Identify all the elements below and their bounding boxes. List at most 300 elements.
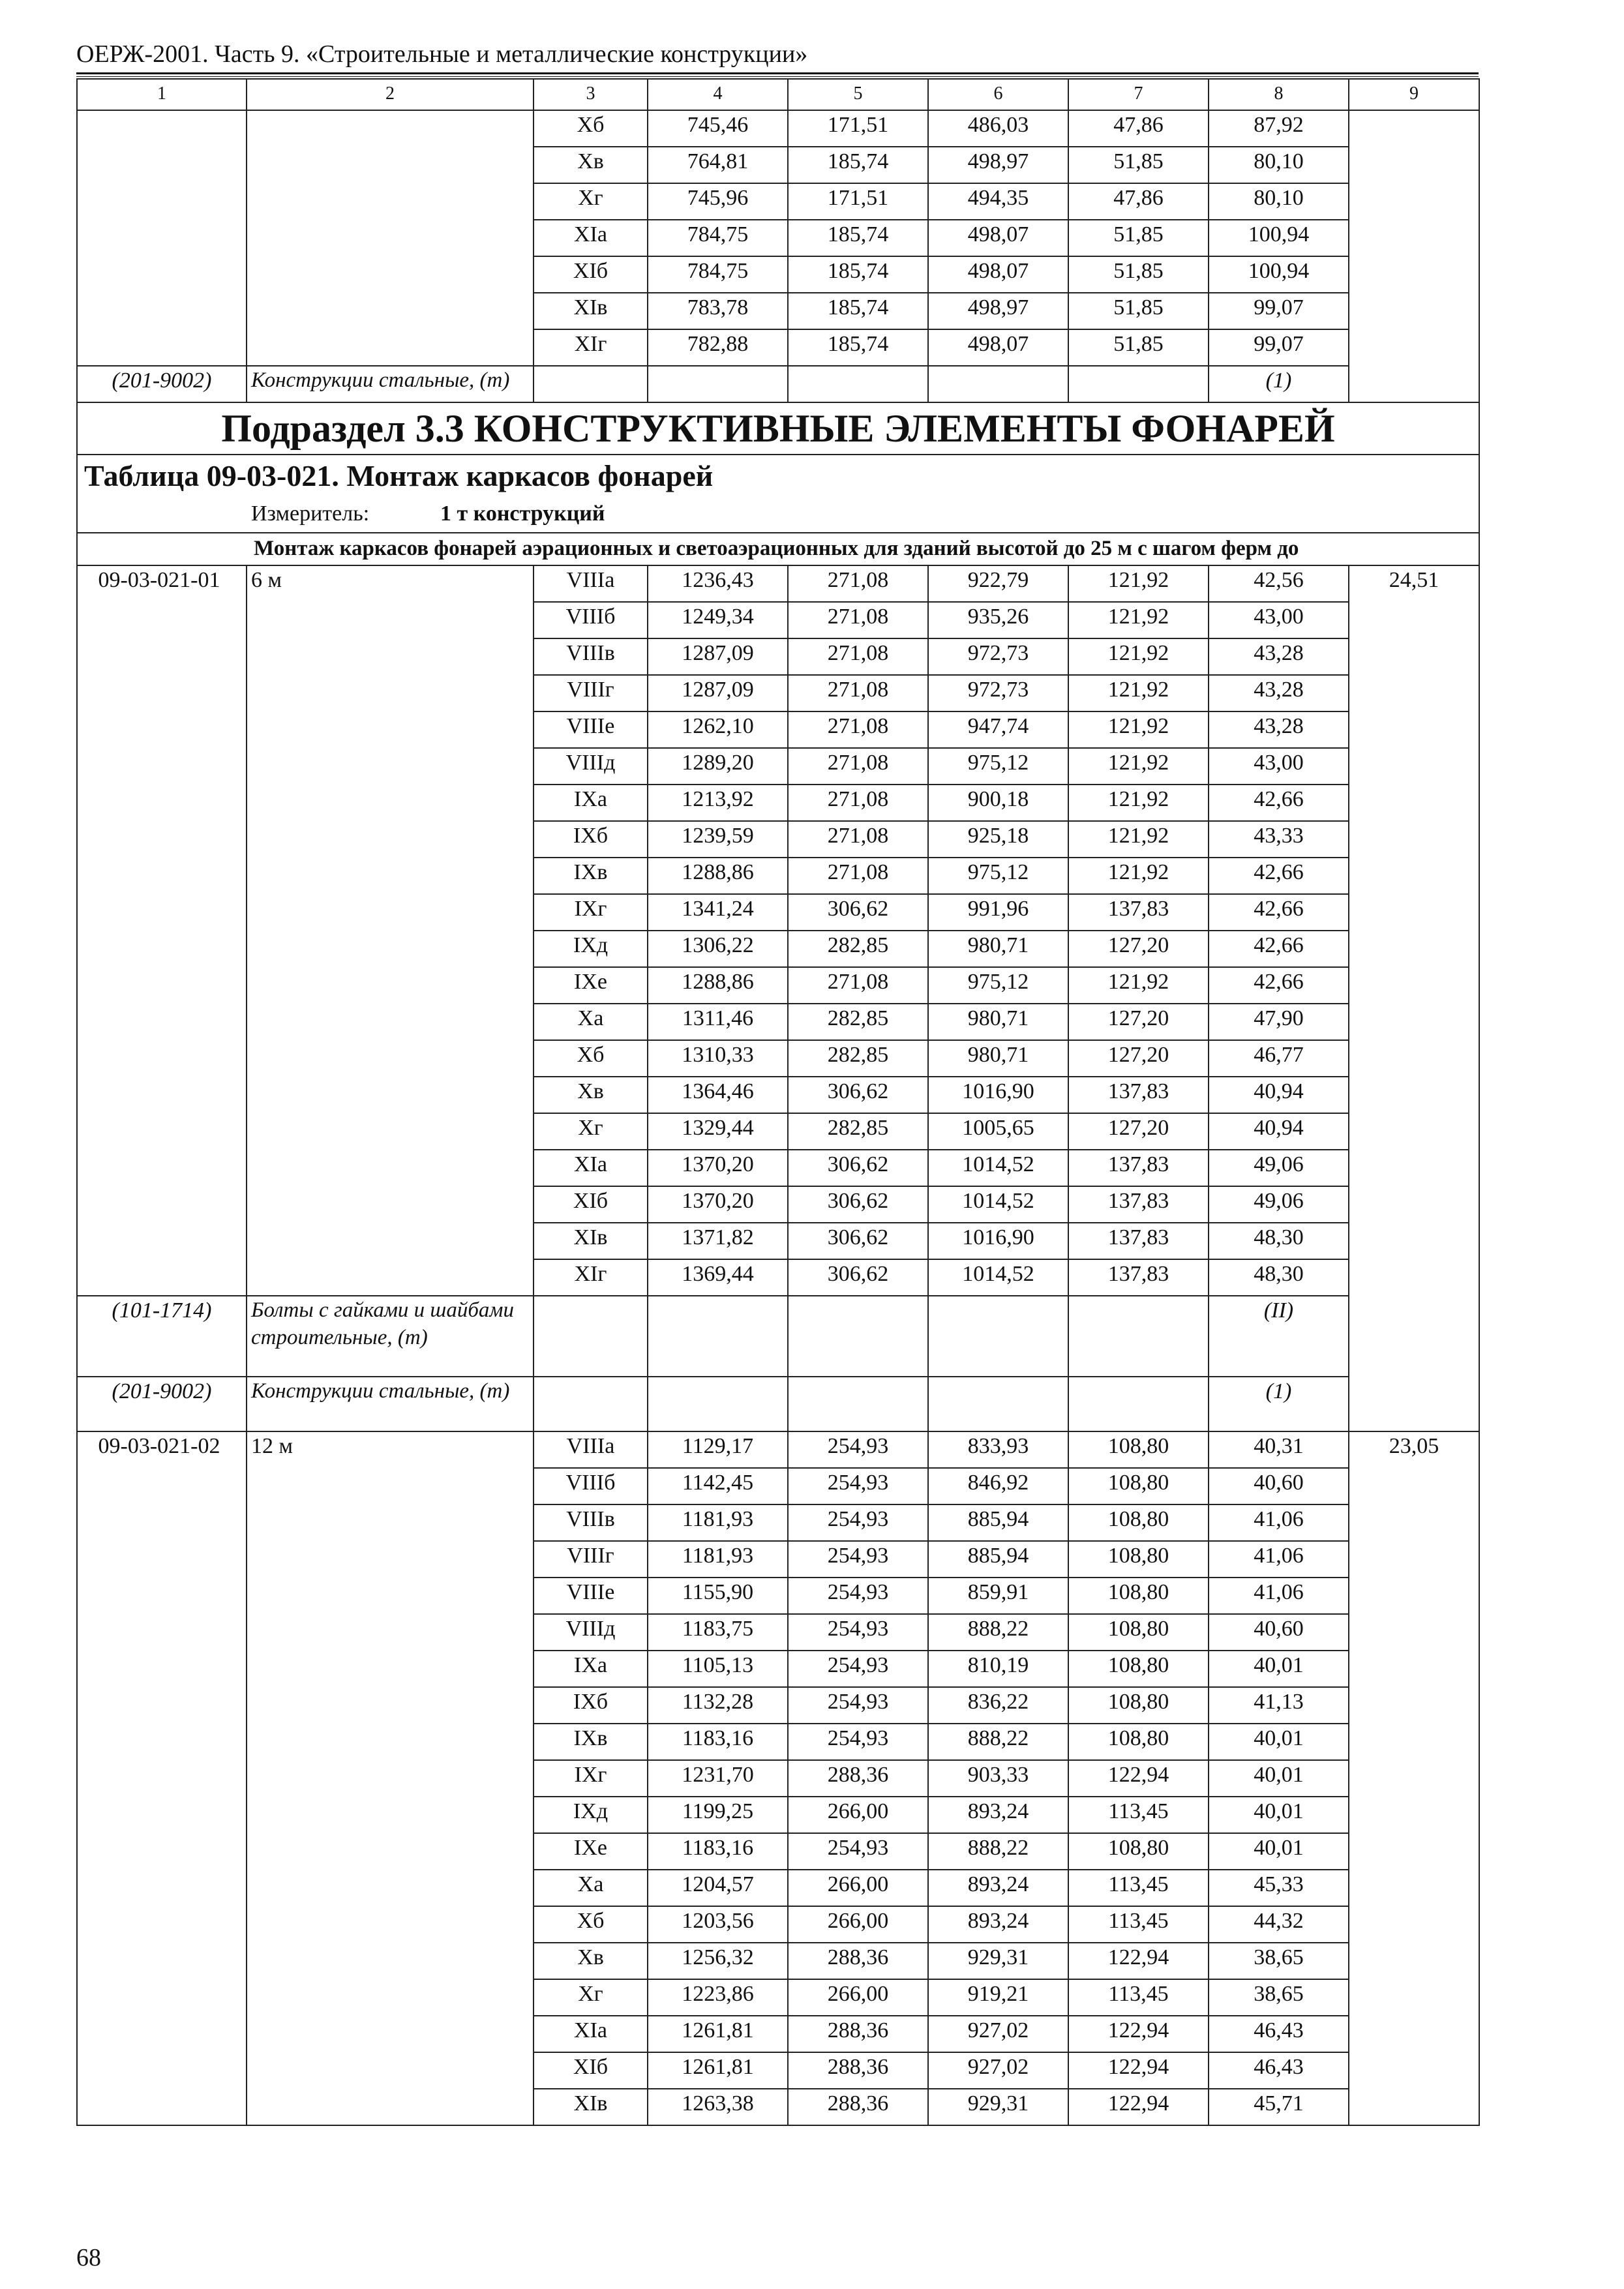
wages-cell: 271,08 xyxy=(788,711,928,748)
materials-cost-cell: 46,77 xyxy=(1209,1040,1349,1077)
materials-cost-cell: 42,66 xyxy=(1209,785,1349,821)
operator-wages-cell: 51,85 xyxy=(1068,293,1209,329)
machine-cost-cell: 980,71 xyxy=(928,931,1068,967)
materials-cost-cell: 46,43 xyxy=(1209,2052,1349,2089)
materials-cost-cell: 45,71 xyxy=(1209,2089,1349,2125)
machine-cost-cell: 1014,52 xyxy=(928,1259,1068,1296)
zone-cell: Xб xyxy=(534,1906,648,1943)
zone-cell: Xв xyxy=(534,147,648,183)
materials-cost-cell: 99,07 xyxy=(1209,293,1349,329)
materials-cost-cell: 42,66 xyxy=(1209,931,1349,967)
zone-cell: Xа xyxy=(534,1004,648,1040)
zone-cell: IXб xyxy=(534,821,648,858)
materials-cost-cell: 40,94 xyxy=(1209,1113,1349,1150)
total-cost-cell: 1181,93 xyxy=(648,1504,788,1541)
operator-wages-cell: 113,45 xyxy=(1068,1870,1209,1906)
material-code: (201-9002) xyxy=(77,1377,247,1431)
total-cost-cell: 1183,16 xyxy=(648,1724,788,1760)
total-cost-cell: 1364,46 xyxy=(648,1077,788,1113)
materials-cost-cell: 41,13 xyxy=(1209,1687,1349,1724)
wages-cell: 271,08 xyxy=(788,748,928,785)
wages-cell: 266,00 xyxy=(788,1906,928,1943)
zone-cell: XIб xyxy=(534,2052,648,2089)
zone-cell: VIIIд xyxy=(534,1614,648,1651)
column-number: 7 xyxy=(1068,79,1209,110)
empty-cell xyxy=(648,366,788,402)
wages-cell: 254,93 xyxy=(788,1468,928,1504)
total-cost-cell: 1129,17 xyxy=(648,1431,788,1468)
zone-cell: IXв xyxy=(534,858,648,894)
zone-cell: IXг xyxy=(534,1760,648,1797)
materials-cost-cell: 40,94 xyxy=(1209,1077,1349,1113)
operator-wages-cell: 121,92 xyxy=(1068,565,1209,602)
wages-cell: 288,36 xyxy=(788,2016,928,2052)
zone-cell: IXа xyxy=(534,1651,648,1687)
zone-cell: IXг xyxy=(534,894,648,931)
materials-cost-cell: 49,06 xyxy=(1209,1186,1349,1223)
zone-cell: IXа xyxy=(534,785,648,821)
operator-wages-cell: 137,83 xyxy=(1068,1223,1209,1259)
total-cost-cell: 783,78 xyxy=(648,293,788,329)
labor-cell xyxy=(1349,256,1479,293)
empty-cell xyxy=(1068,1296,1209,1377)
total-cost-cell: 1249,34 xyxy=(648,602,788,638)
wages-cell: 185,74 xyxy=(788,256,928,293)
total-cost-cell: 1231,70 xyxy=(648,1760,788,1797)
wages-cell: 306,62 xyxy=(788,1077,928,1113)
total-cost-cell: 1204,57 xyxy=(648,1870,788,1906)
operator-wages-cell: 51,85 xyxy=(1068,147,1209,183)
work-description: Монтаж каркасов фонарей аэрационных и светоаэрационных для зданий высотой до 25 м с шагом ферм до xyxy=(77,533,1479,565)
total-cost-cell: 1199,25 xyxy=(648,1797,788,1833)
column-number: 2 xyxy=(247,79,534,110)
operator-wages-cell: 113,45 xyxy=(1068,1979,1209,2016)
labor-cell xyxy=(1349,293,1479,329)
material-code: (101-1714) xyxy=(77,1296,247,1377)
materials-cost-cell: 43,00 xyxy=(1209,602,1349,638)
materials-cost-cell: 41,06 xyxy=(1209,1578,1349,1614)
materials-cost-cell: 48,30 xyxy=(1209,1223,1349,1259)
machine-cost-cell: 498,07 xyxy=(928,220,1068,256)
zone-cell: VIIIе xyxy=(534,711,648,748)
materials-cost-cell: 41,06 xyxy=(1209,1504,1349,1541)
materials-cost-cell: 43,28 xyxy=(1209,711,1349,748)
wages-cell: 271,08 xyxy=(788,821,928,858)
total-cost-cell: 1288,86 xyxy=(648,858,788,894)
machine-cost-cell: 498,07 xyxy=(928,256,1068,293)
total-cost-cell: 784,75 xyxy=(648,256,788,293)
total-cost-cell: 1341,24 xyxy=(648,894,788,931)
wages-cell: 282,85 xyxy=(788,931,928,967)
operator-wages-cell: 47,86 xyxy=(1068,110,1209,147)
total-cost-cell: 1310,33 xyxy=(648,1040,788,1077)
zone-cell: IXб xyxy=(534,1687,648,1724)
machine-cost-cell: 927,02 xyxy=(928,2052,1068,2089)
operator-wages-cell: 121,92 xyxy=(1068,748,1209,785)
materials-cost-cell: 48,30 xyxy=(1209,1259,1349,1296)
materials-cost-cell: 43,28 xyxy=(1209,675,1349,711)
materials-cost-cell: 40,60 xyxy=(1209,1614,1349,1651)
wages-cell: 185,74 xyxy=(788,220,928,256)
zone-cell: Xа xyxy=(534,1870,648,1906)
labor-hours: 23,05 xyxy=(1349,1431,1479,2125)
column-number: 3 xyxy=(534,79,648,110)
machine-cost-cell: 980,71 xyxy=(928,1040,1068,1077)
wages-cell: 306,62 xyxy=(788,894,928,931)
wages-cell: 254,93 xyxy=(788,1651,928,1687)
machine-cost-cell: 975,12 xyxy=(928,967,1068,1004)
operator-wages-cell: 108,80 xyxy=(1068,1651,1209,1687)
operator-wages-cell: 108,80 xyxy=(1068,1468,1209,1504)
operator-wages-cell: 137,83 xyxy=(1068,1186,1209,1223)
zone-cell: VIIIб xyxy=(534,602,648,638)
code-cell xyxy=(77,110,247,366)
operator-wages-cell: 47,86 xyxy=(1068,183,1209,220)
wages-cell: 306,62 xyxy=(788,1259,928,1296)
machine-cost-cell: 885,94 xyxy=(928,1541,1068,1578)
zone-cell: Xв xyxy=(534,1077,648,1113)
empty-cell xyxy=(928,366,1068,402)
operator-wages-cell: 122,94 xyxy=(1068,2089,1209,2125)
machine-cost-cell: 833,93 xyxy=(928,1431,1068,1468)
total-cost-cell: 1288,86 xyxy=(648,967,788,1004)
wages-cell: 254,93 xyxy=(788,1687,928,1724)
wages-cell: 254,93 xyxy=(788,1578,928,1614)
machine-cost-cell: 498,97 xyxy=(928,293,1068,329)
materials-cost-cell: 40,01 xyxy=(1209,1797,1349,1833)
wages-cell: 306,62 xyxy=(788,1186,928,1223)
wages-cell: 271,08 xyxy=(788,565,928,602)
materials-cost-cell: 47,90 xyxy=(1209,1004,1349,1040)
machine-cost-cell: 1014,52 xyxy=(928,1150,1068,1186)
zone-cell: VIIIв xyxy=(534,638,648,675)
materials-cost-cell: 80,10 xyxy=(1209,147,1349,183)
materials-cost-cell: 49,06 xyxy=(1209,1150,1349,1186)
total-cost-cell: 1155,90 xyxy=(648,1578,788,1614)
machine-cost-cell: 1016,90 xyxy=(928,1223,1068,1259)
machine-cost-cell: 893,24 xyxy=(928,1870,1068,1906)
materials-cost-cell: 40,31 xyxy=(1209,1431,1349,1468)
machine-cost-cell: 486,03 xyxy=(928,110,1068,147)
operator-wages-cell: 108,80 xyxy=(1068,1578,1209,1614)
operator-wages-cell: 108,80 xyxy=(1068,1833,1209,1870)
machine-cost-cell: 846,92 xyxy=(928,1468,1068,1504)
machine-cost-cell: 925,18 xyxy=(928,821,1068,858)
measure-row xyxy=(77,497,1479,533)
page-header: ОЕРЖ-2001. Часть 9. «Строительные и металлические конструкции» xyxy=(76,40,808,68)
materials-cost-cell: 42,66 xyxy=(1209,858,1349,894)
operator-wages-cell: 122,94 xyxy=(1068,1760,1209,1797)
materials-cost-cell: 87,92 xyxy=(1209,110,1349,147)
wages-cell: 254,93 xyxy=(788,1504,928,1541)
operator-wages-cell: 121,92 xyxy=(1068,638,1209,675)
empty-cell xyxy=(534,1296,648,1377)
empty-cell xyxy=(648,1296,788,1377)
machine-cost-cell: 980,71 xyxy=(928,1004,1068,1040)
material-qty: (1) xyxy=(1209,1377,1349,1431)
materials-cost-cell: 80,10 xyxy=(1209,183,1349,220)
column-number: 5 xyxy=(788,79,928,110)
wages-cell: 288,36 xyxy=(788,2052,928,2089)
empty-cell xyxy=(534,1377,648,1431)
wages-cell: 185,74 xyxy=(788,329,928,366)
total-cost-cell: 1181,93 xyxy=(648,1541,788,1578)
materials-cost-cell: 45,33 xyxy=(1209,1870,1349,1906)
rates-table-container xyxy=(76,78,1479,2126)
machine-cost-cell: 922,79 xyxy=(928,565,1068,602)
total-cost-cell: 1287,09 xyxy=(648,675,788,711)
materials-cost-cell: 40,01 xyxy=(1209,1651,1349,1687)
machine-cost-cell: 929,31 xyxy=(928,1943,1068,1979)
labor-cell xyxy=(1349,366,1479,402)
table-title: Таблица 09-03-021. Монтаж каркасов фонарей xyxy=(77,455,1479,497)
operator-wages-cell: 121,92 xyxy=(1068,785,1209,821)
operator-wages-cell: 113,45 xyxy=(1068,1797,1209,1833)
machine-cost-cell: 991,96 xyxy=(928,894,1068,931)
empty-cell xyxy=(648,1377,788,1431)
wages-cell: 254,93 xyxy=(788,1724,928,1760)
wages-cell: 282,85 xyxy=(788,1040,928,1077)
total-cost-cell: 1236,43 xyxy=(648,565,788,602)
column-number: 8 xyxy=(1209,79,1349,110)
wages-cell: 266,00 xyxy=(788,1979,928,2016)
material-row xyxy=(77,1377,1479,1431)
materials-cost-cell: 40,01 xyxy=(1209,1724,1349,1760)
column-number: 4 xyxy=(648,79,788,110)
material-name: Болты с гайками и шайбами строительные, (т) xyxy=(247,1296,534,1377)
wages-cell: 282,85 xyxy=(788,1004,928,1040)
zone-cell: VIIIа xyxy=(534,1431,648,1468)
machine-cost-cell: 888,22 xyxy=(928,1833,1068,1870)
total-cost-cell: 1306,22 xyxy=(648,931,788,967)
carryover-row xyxy=(77,110,1479,147)
zone-cell: Xв xyxy=(534,1943,648,1979)
total-cost-cell: 1239,59 xyxy=(648,821,788,858)
total-cost-cell: 1370,20 xyxy=(648,1186,788,1223)
total-cost-cell: 784,75 xyxy=(648,220,788,256)
operator-wages-cell: 108,80 xyxy=(1068,1504,1209,1541)
total-cost-cell: 1329,44 xyxy=(648,1113,788,1150)
machine-cost-cell: 836,22 xyxy=(928,1687,1068,1724)
machine-cost-cell: 494,35 xyxy=(928,183,1068,220)
zone-cell: XIб xyxy=(534,256,648,293)
measure-label: Измеритель: xyxy=(251,501,370,526)
zone-cell: XIг xyxy=(534,1259,648,1296)
wages-cell: 271,08 xyxy=(788,785,928,821)
wages-cell: 288,36 xyxy=(788,1760,928,1797)
empty-cell xyxy=(788,1296,928,1377)
zone-cell: IXе xyxy=(534,967,648,1004)
wages-cell: 171,51 xyxy=(788,110,928,147)
total-cost-cell: 1289,20 xyxy=(648,748,788,785)
labor-cell xyxy=(1349,147,1479,183)
column-number: 6 xyxy=(928,79,1068,110)
wages-cell: 271,08 xyxy=(788,675,928,711)
wages-cell: 254,93 xyxy=(788,1614,928,1651)
total-cost-cell: 1256,32 xyxy=(648,1943,788,1979)
wages-cell: 185,74 xyxy=(788,147,928,183)
total-cost-cell: 1287,09 xyxy=(648,638,788,675)
zone-cell: IXд xyxy=(534,931,648,967)
machine-cost-cell: 975,12 xyxy=(928,858,1068,894)
materials-cost-cell: 40,60 xyxy=(1209,1468,1349,1504)
zone-cell: Xб xyxy=(534,110,648,147)
measure-cell xyxy=(77,497,1479,533)
materials-cost-cell: 38,65 xyxy=(1209,1979,1349,2016)
wages-cell: 271,08 xyxy=(788,967,928,1004)
wages-cell: 288,36 xyxy=(788,1943,928,1979)
zone-cell: XIа xyxy=(534,220,648,256)
zone-cell: VIIIг xyxy=(534,1541,648,1578)
operator-wages-cell: 51,85 xyxy=(1068,256,1209,293)
labor-cell xyxy=(1349,329,1479,366)
machine-cost-cell: 903,33 xyxy=(928,1760,1068,1797)
zone-cell: XIа xyxy=(534,2016,648,2052)
total-cost-cell: 1261,81 xyxy=(648,2016,788,2052)
material-qty: (II) xyxy=(1209,1296,1349,1377)
zone-cell: XIг xyxy=(534,329,648,366)
machine-cost-cell: 888,22 xyxy=(928,1724,1068,1760)
wages-cell: 171,51 xyxy=(788,183,928,220)
operator-wages-cell: 121,92 xyxy=(1068,858,1209,894)
zone-cell: VIIIг xyxy=(534,675,648,711)
material-row xyxy=(77,366,1479,402)
zone-cell: VIIIд xyxy=(534,748,648,785)
materials-cost-cell: 42,56 xyxy=(1209,565,1349,602)
operator-wages-cell: 121,92 xyxy=(1068,602,1209,638)
page-number: 68 xyxy=(76,2244,101,2271)
machine-cost-cell: 1016,90 xyxy=(928,1077,1068,1113)
materials-cost-cell: 44,32 xyxy=(1209,1906,1349,1943)
wages-cell: 266,00 xyxy=(788,1870,928,1906)
zone-cell: Xг xyxy=(534,183,648,220)
zone-cell: Xг xyxy=(534,1113,648,1150)
total-cost-cell: 1183,16 xyxy=(648,1833,788,1870)
materials-cost-cell: 42,66 xyxy=(1209,967,1349,1004)
wages-cell: 266,00 xyxy=(788,1797,928,1833)
note-row xyxy=(77,533,1479,565)
total-cost-cell: 745,96 xyxy=(648,183,788,220)
wages-cell: 271,08 xyxy=(788,858,928,894)
operator-wages-cell: 108,80 xyxy=(1068,1431,1209,1468)
machine-cost-cell: 972,73 xyxy=(928,675,1068,711)
zone-cell: Xб xyxy=(534,1040,648,1077)
zone-cell: XIа xyxy=(534,1150,648,1186)
zone-cell: VIIIа xyxy=(534,565,648,602)
materials-cost-cell: 41,06 xyxy=(1209,1541,1349,1578)
zone-cell: Xг xyxy=(534,1979,648,2016)
total-cost-cell: 1203,56 xyxy=(648,1906,788,1943)
header-rule-thin xyxy=(76,76,1479,77)
measure-value: 1 т конструкций xyxy=(440,501,605,526)
zone-cell: XIв xyxy=(534,2089,648,2125)
zone-cell: XIб xyxy=(534,1186,648,1223)
operator-wages-cell: 121,92 xyxy=(1068,821,1209,858)
machine-cost-cell: 975,12 xyxy=(928,748,1068,785)
operator-wages-cell: 108,80 xyxy=(1068,1614,1209,1651)
materials-cost-cell: 38,65 xyxy=(1209,1943,1349,1979)
machine-cost-cell: 947,74 xyxy=(928,711,1068,748)
column-number: 1 xyxy=(77,79,247,110)
header-rule xyxy=(76,72,1479,74)
machine-cost-cell: 919,21 xyxy=(928,1979,1068,2016)
materials-cost-cell: 43,28 xyxy=(1209,638,1349,675)
operator-wages-cell: 121,92 xyxy=(1068,967,1209,1004)
rate-code: 09-03-021-02 xyxy=(77,1431,247,2125)
operator-wages-cell: 127,20 xyxy=(1068,1040,1209,1077)
total-cost-cell: 1183,75 xyxy=(648,1614,788,1651)
empty-cell xyxy=(1068,366,1209,402)
total-cost-cell: 1223,86 xyxy=(648,1979,788,2016)
machine-cost-cell: 900,18 xyxy=(928,785,1068,821)
labor-cell xyxy=(1349,220,1479,256)
machine-cost-cell: 888,22 xyxy=(928,1614,1068,1651)
total-cost-cell: 1105,13 xyxy=(648,1651,788,1687)
operator-wages-cell: 108,80 xyxy=(1068,1687,1209,1724)
operator-wages-cell: 121,92 xyxy=(1068,711,1209,748)
total-cost-cell: 764,81 xyxy=(648,147,788,183)
wages-cell: 254,93 xyxy=(788,1541,928,1578)
operator-wages-cell: 137,83 xyxy=(1068,894,1209,931)
material-qty: (1) xyxy=(1209,366,1349,402)
machine-cost-cell: 929,31 xyxy=(928,2089,1068,2125)
operator-wages-cell: 122,94 xyxy=(1068,2052,1209,2089)
zone-cell: VIIIв xyxy=(534,1504,648,1541)
machine-cost-cell: 859,91 xyxy=(928,1578,1068,1614)
operator-wages-cell: 137,83 xyxy=(1068,1077,1209,1113)
materials-cost-cell: 43,33 xyxy=(1209,821,1349,858)
material-row xyxy=(77,1296,1479,1377)
wages-cell: 185,74 xyxy=(788,293,928,329)
wages-cell: 271,08 xyxy=(788,602,928,638)
materials-cost-cell: 100,94 xyxy=(1209,256,1349,293)
total-cost-cell: 1262,10 xyxy=(648,711,788,748)
materials-cost-cell: 40,01 xyxy=(1209,1833,1349,1870)
empty-cell xyxy=(1068,1377,1209,1431)
total-cost-cell: 1370,20 xyxy=(648,1150,788,1186)
rate-code: 09-03-021-01 xyxy=(77,565,247,1296)
wages-cell: 288,36 xyxy=(788,2089,928,2125)
materials-cost-cell: 46,43 xyxy=(1209,2016,1349,2052)
rates-table xyxy=(76,78,1480,2126)
operator-wages-cell: 108,80 xyxy=(1068,1541,1209,1578)
column-number-row xyxy=(77,79,1479,110)
total-cost-cell: 1213,92 xyxy=(648,785,788,821)
operator-wages-cell: 51,85 xyxy=(1068,329,1209,366)
labor-cell xyxy=(1349,183,1479,220)
materials-cost-cell: 100,94 xyxy=(1209,220,1349,256)
column-number: 9 xyxy=(1349,79,1479,110)
total-cost-cell: 1371,82 xyxy=(648,1223,788,1259)
operator-wages-cell: 121,92 xyxy=(1068,675,1209,711)
operator-wages-cell: 108,80 xyxy=(1068,1724,1209,1760)
operator-wages-cell: 127,20 xyxy=(1068,931,1209,967)
total-cost-cell: 1261,81 xyxy=(648,2052,788,2089)
wages-cell: 254,93 xyxy=(788,1431,928,1468)
rate-row xyxy=(77,1431,1479,1468)
labor-hours: 24,51 xyxy=(1349,565,1479,1431)
empty-cell xyxy=(788,366,928,402)
material-name: Конструкции стальные, (т) xyxy=(247,1377,534,1431)
operator-wages-cell: 122,94 xyxy=(1068,2016,1209,2052)
operator-wages-cell: 51,85 xyxy=(1068,220,1209,256)
machine-cost-cell: 972,73 xyxy=(928,638,1068,675)
wages-cell: 254,93 xyxy=(788,1833,928,1870)
subsection-row xyxy=(77,402,1479,455)
materials-cost-cell: 43,00 xyxy=(1209,748,1349,785)
machine-cost-cell: 935,26 xyxy=(928,602,1068,638)
empty-cell xyxy=(788,1377,928,1431)
